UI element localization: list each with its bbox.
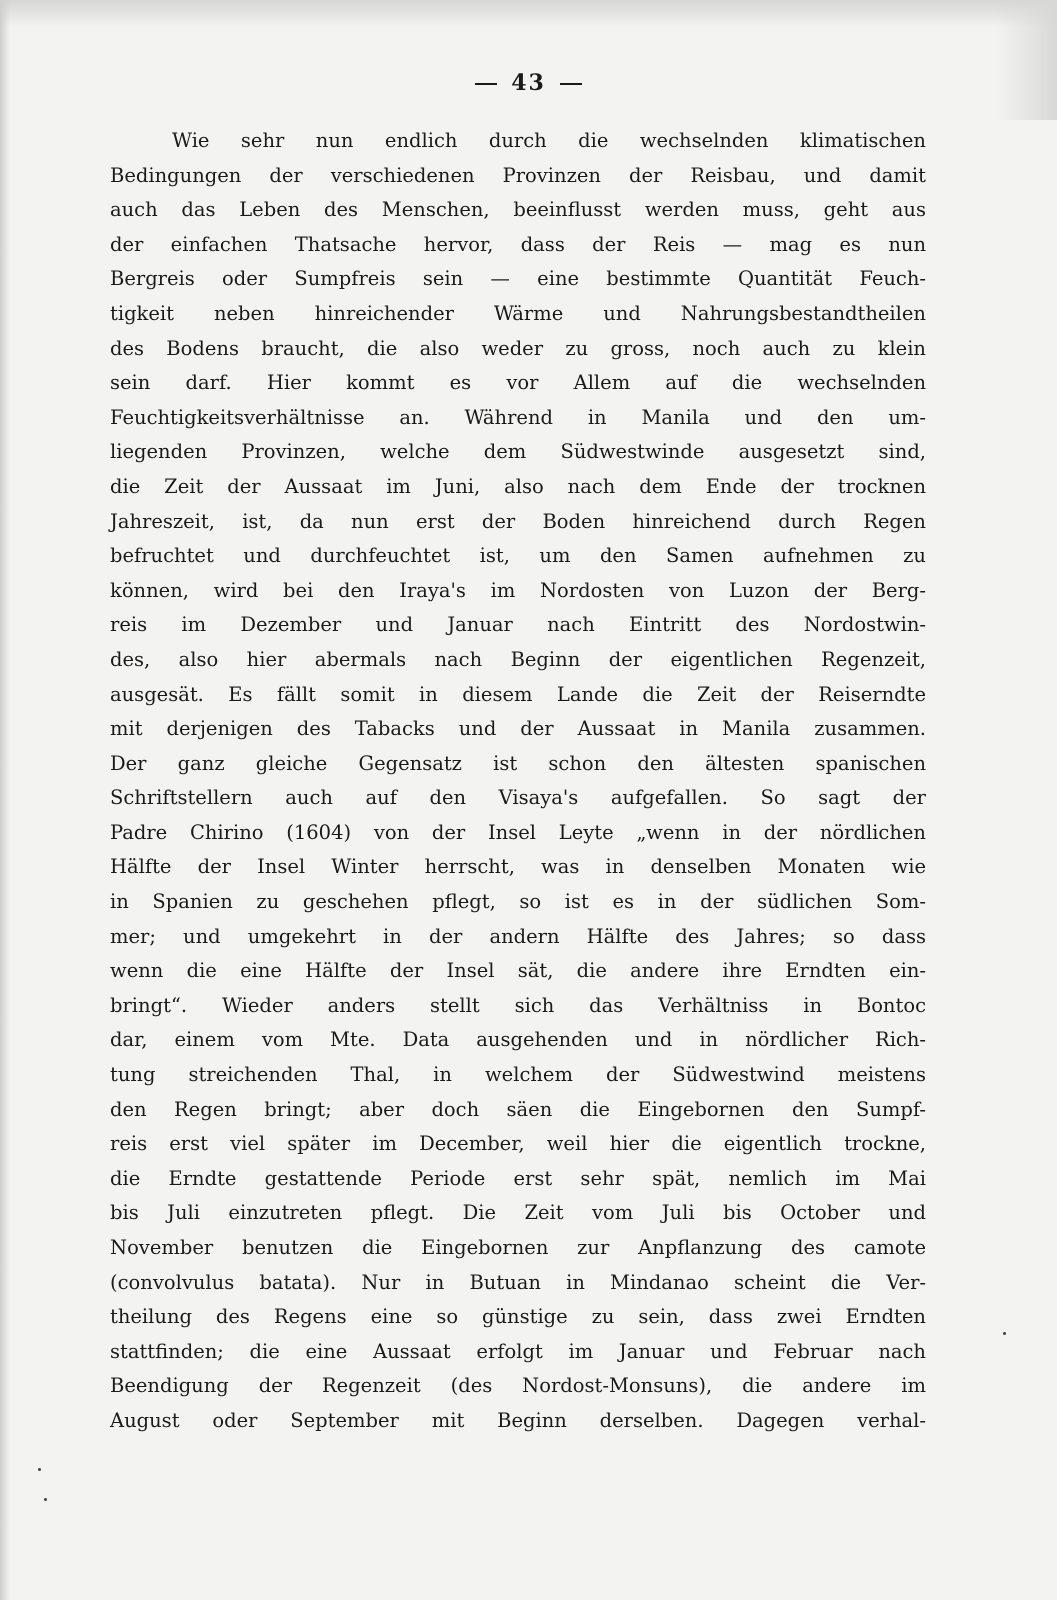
header-dash-left [475, 83, 497, 85]
text-line: reis im Dezember und Januar nach Eintritt des Nordostwin- [110, 613, 926, 637]
scan-speck [38, 1468, 41, 1471]
text-line: Jahreszeit, ist, da nun erst der Boden hinreichend durch Regen [110, 509, 926, 533]
text-line: auch das Leben des Menschen, beeinflusst werden muss, geht aus [110, 198, 926, 222]
header-dash-right [560, 83, 582, 85]
text-line: Padre Chirino (1604) von der Insel Leyte „wenn in der nördlichen [110, 820, 926, 844]
text-line: den Regen bringt; aber doch säen die Eingebornen den Sumpf- [110, 1097, 926, 1121]
text-line: können, wird bei den Iraya's im Nordosten von Luzon der Berg- [110, 578, 926, 602]
text-line: theilung des Regens eine so günstige zu sein, dass zwei Erndten [110, 1305, 926, 1329]
text-line: des, also hier abermals nach Beginn der eigentlichen Regenzeit, [110, 647, 926, 671]
text-line: ausgesät. Es fällt somit in diesem Lande die Zeit der Reiserndte [110, 682, 926, 706]
text-line: Feuchtigkeitsverhältnisse an. Während in Manila und den um- [110, 405, 926, 429]
text-line: der einfachen Thatsache hervor, dass der Reis — mag es nun [110, 232, 926, 256]
text-line: befruchtet und durchfeuchtet ist, um den Samen aufnehmen zu [110, 544, 926, 568]
text-line: Bergreis oder Sumpfreis sein — eine bestimmte Quantität Feuch- [110, 267, 926, 291]
scan-speck [44, 1498, 47, 1501]
text-line: Beendigung der Regenzeit (des Nordost-Monsuns), die andere im [110, 1374, 926, 1398]
text-line: bringt“. Wieder anders stellt sich das Verhältniss in Bontoc [110, 993, 926, 1017]
page-number: 43 [511, 70, 546, 96]
text-line: mit derjenigen des Tabacks und der Aussaat in Manila zusammen. [110, 717, 926, 741]
page-top-shadow [0, 0, 1057, 28]
text-line: in Spanien zu geschehen pflegt, so ist es in der südlichen Som- [110, 890, 926, 914]
text-line: liegenden Provinzen, welche dem Südwestwinde ausgesetzt sind, [110, 440, 926, 464]
page-right-edge [997, 0, 1057, 120]
text-line: Der ganz gleiche Gegensatz ist schon den ältesten spanischen [110, 751, 926, 775]
text-line: tigkeit neben hinreichender Wärme und Nahrungsbestandtheilen [110, 301, 926, 325]
scan-speck [1003, 1332, 1006, 1335]
text-line: Wie sehr nun endlich durch die wechselnden klimatischen [172, 129, 926, 152]
text-line: stattfinden; die eine Aussaat erfolgt im Januar und Februar nach [110, 1339, 926, 1363]
text-line: (convolvulus batata). Nur in Butuan in Mindanao scheint die Ver- [110, 1270, 926, 1294]
text-line: sein darf. Hier kommt es vor Allem auf die wechselnden [110, 371, 926, 395]
text-line: Schriftstellern auch auf den Visaya's aufgefallen. So sagt der [110, 786, 926, 810]
text-line: die Zeit der Aussaat im Juni, also nach dem Ende der trocknen [110, 474, 926, 498]
text-line: mer; und umgekehrt in der andern Hälfte des Jahres; so dass [110, 924, 926, 948]
text-line: die Erndte gestattende Periode erst sehr spät, nemlich im Mai [110, 1166, 926, 1190]
text-line: November benutzen die Eingebornen zur Anpflanzung des camote [110, 1236, 926, 1259]
page-left-edge [0, 0, 10, 1600]
text-line: Bedingungen der verschiedenen Provinzen der Reisbau, und damit [110, 163, 926, 187]
text-line: reis erst viel später im December, weil hier die eigentlich trockne, [110, 1132, 926, 1156]
page-header [0, 70, 1057, 96]
text-line: August oder September mit Beginn derselben. Dagegen verhal- [110, 1408, 926, 1432]
text-line: bis Juli einzutreten pflegt. Die Zeit vom Juli bis October und [110, 1201, 926, 1225]
text-line: des Bodens braucht, die also weder zu gross, noch auch zu klein [110, 336, 926, 360]
text-line: Hälfte der Insel Winter herrscht, was in denselben Monaten wie [110, 855, 926, 879]
text-line: tung streichenden Thal, in welchem der Südwestwind meistens [110, 1063, 926, 1087]
body-text [110, 124, 926, 1439]
text-line: dar, einem vom Mte. Data ausgehenden und in nördlicher Rich- [110, 1028, 926, 1052]
text-line: wenn die eine Hälfte der Insel sät, die andere ihre Erndten ein- [110, 959, 926, 983]
